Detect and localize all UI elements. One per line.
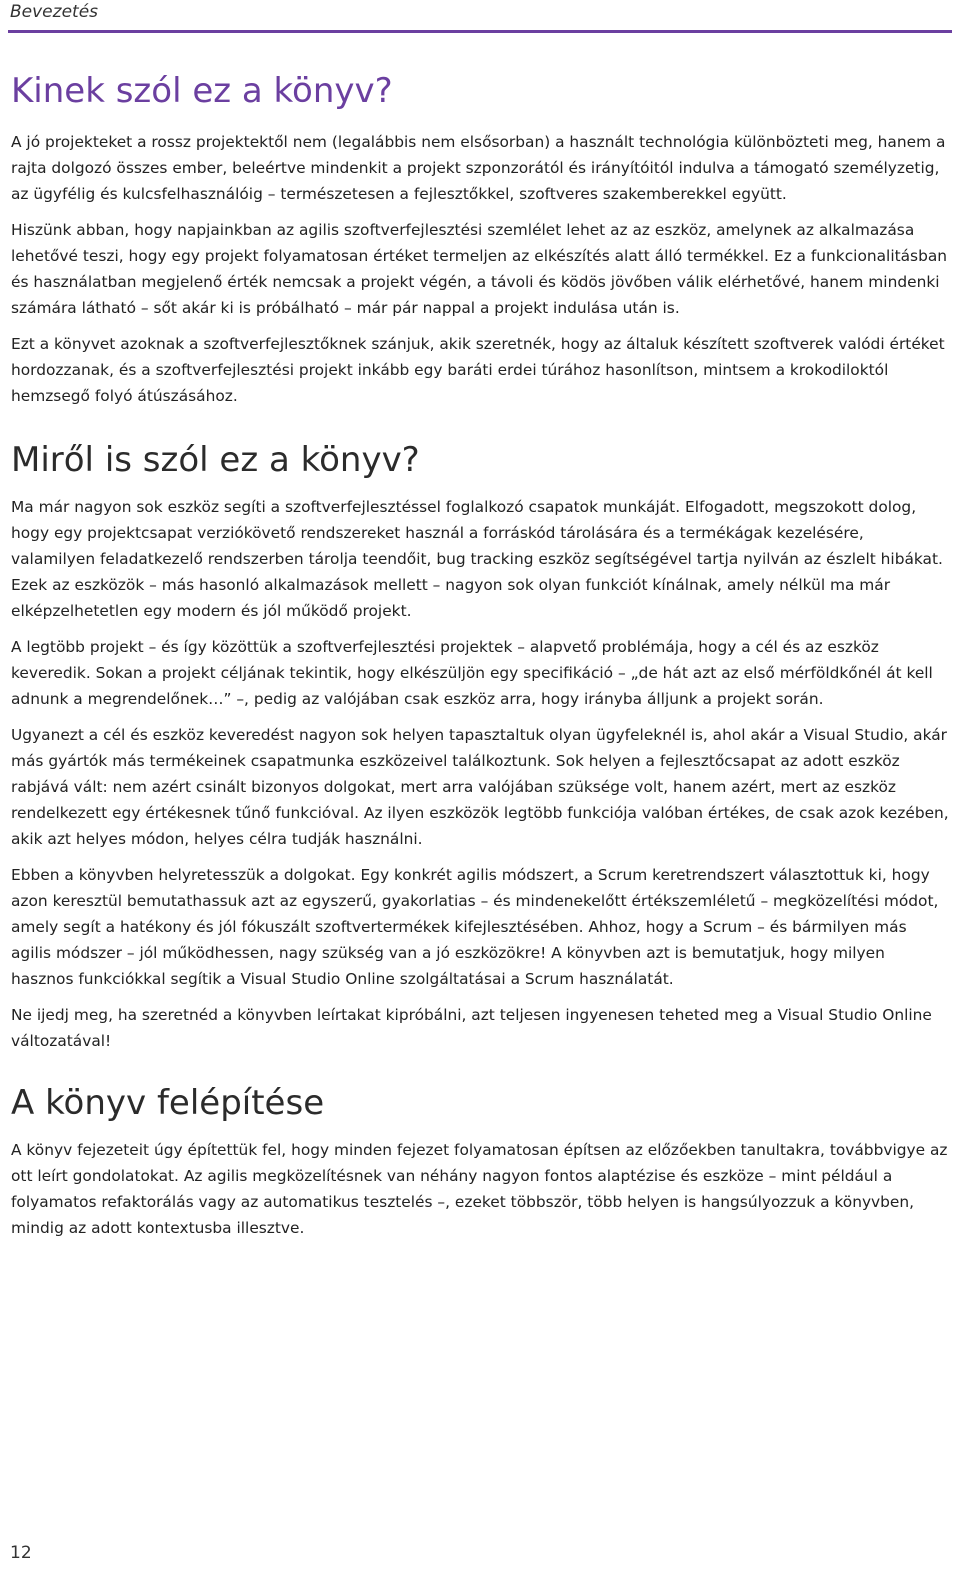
section-heading: Miről is szól ez a könyv? xyxy=(11,440,420,481)
section-book-structure xyxy=(11,1084,949,1241)
paragraph: A könyv fejezeteit úgy építettük fel, hogy minden fejezet folyamatosan építsen az előzőekben tanultakra, továbbvigye az ott leírt gondolatokat. Az agilis megközelítésnek van néhány nagyon fontos alaptézise és eszköze – mint például a folyamatos refaktorálás vagy az automatikus tesztelés –, ezeket többször, több helyen is hangsúlyozzuk a könyvben, mindig az adott kontextusba illesztve. xyxy=(11,1141,948,1238)
paragraph: Ezt a könyvet azoknak a szoftverfejlesztőknek szánjuk, akik szeretnék, hogy az általuk készített szoftverek valódi értéket hordozzanak, és a szoftverfejlesztési projekt inkább egy baráti erdei túrához hasonlítson, mintsem a krokodiloktól hemzsegő folyó átúszásához. xyxy=(11,335,945,406)
running-header-title: Bevezetés xyxy=(10,2,99,22)
paragraph: A legtöbb projekt – és így közöttük a szoftverfejlesztési projektek – alapvető problémája, hogy a cél és az eszköz keveredik. Sokan a projekt céljának tekintik, hogy elkészüljön egy specifikáció – „de hát azt az első mérföldkőnél át kell adnunk a megrendelőnek…” –, pedig az valójában csak eszköz arra, hogy irányba álljunk a projekt során. xyxy=(11,638,933,709)
section-who-is-it-for xyxy=(11,72,949,409)
paragraph: A jó projekteket a rossz projektektől nem (legalábbis nem elsősorban) a használt technológia különbözteti meg, hanem a rajta dolgozó összes ember, beleértve mindenkit a projekt szponzorától és irányítóitól indulva a támogató személyzetig, az ügyfélig és kulcsfelhasználóig – természetesen a fejlesztőkkel, szoftveres szakemberekkel együtt. xyxy=(11,133,946,204)
paragraph: Hiszünk abban, hogy napjainkban az agilis szoftverfejlesztési szemlélet lehet az az eszköz, amelynek az alkalmazása lehetővé teszi, hogy egy projekt folyamatosan értéket termeljen az elkészítés alatt álló termékkel. Ez a funkcionalitásban és használatban megjelenő érték nemcsak a projekt végén, a távoli és ködös jövőben válik elérhetővé, hanem mindenki számára látható – sőt akár ki is próbálható – már pár nappal a projekt indulása után is. xyxy=(11,221,948,318)
header-divider xyxy=(8,30,952,33)
paragraph: Ebben a könyvben helyretesszük a dolgokat. Egy konkrét agilis módszert, a Scrum keretrendszert választottuk ki, hogy azon keresztül bemutathassuk azt az egyszerű, gyakorlatias – és mindenekelőtt értékszemléletű – megközelítési módot, amely segít a hatékony és jól fókuszált szoftvertermékek kifejlesztésében. Ahhoz, hogy a Scrum – és bármilyen más agilis módszer – jól működhessen, nagy szükség van a jó eszközökre! A könyvben azt is bemutatjuk, hogy milyen hasznos funkciókkal segítik a Visual Studio Online szolgáltatásai a Scrum használatát. xyxy=(11,866,939,989)
section-what-is-it-about xyxy=(11,441,949,1054)
paragraph: Ugyanezt a cél és eszköz keveredést nagyon sok helyen tapasztaltuk olyan ügyfeleknél is, ahol akár a Visual Studio, akár más gyártók más termékeinek csapatmunka eszközeivel találkoztunk. Sok helyen a fejlesztőcsapat az adott eszköz rabjává vált: nem azért csinált bizonyos dolgokat, mert arra valójában szüksége volt, hanem azért, mert az eszköz rendelkezett egy értékesnek tűnő funkcióval. Az ilyen eszközök legtöbb funkciója valóban értékes, de csak azok kezében, akik azt helyes módon, helyes célra tudják használni. xyxy=(11,726,949,849)
section-heading: Kinek szól ez a könyv? xyxy=(11,71,393,111)
page-number: 12 xyxy=(10,1543,32,1563)
section-heading: A könyv felépítése xyxy=(11,1083,325,1124)
paragraph: Ne ijedj meg, ha szeretnéd a könyvben leírtakat kipróbálni, azt teljesen ingyenesen teheted meg a Visual Studio Online változatával! xyxy=(11,1006,932,1051)
page-body xyxy=(11,72,949,1251)
paragraph: Ma már nagyon sok eszköz segíti a szoftverfejlesztéssel foglalkozó csapatok munkáját. Elfogadott, megszokott dolog, hogy egy projektcsapat verziókövető rendszereket használ a forráskód tárolására és a termékágak kezelésére, valamilyen feladatkezelő rendszerben tárolja teendőit, bug tracking eszköz segítségével tartja nyilván az észlelt hibákat. Ezek az eszközök – más hasonló alkalmazások mellett – nagyon sok olyan funkciót kínálnak, amely nélkül ma már elképzelhetetlen egy modern és jól működő projekt. xyxy=(11,498,943,621)
